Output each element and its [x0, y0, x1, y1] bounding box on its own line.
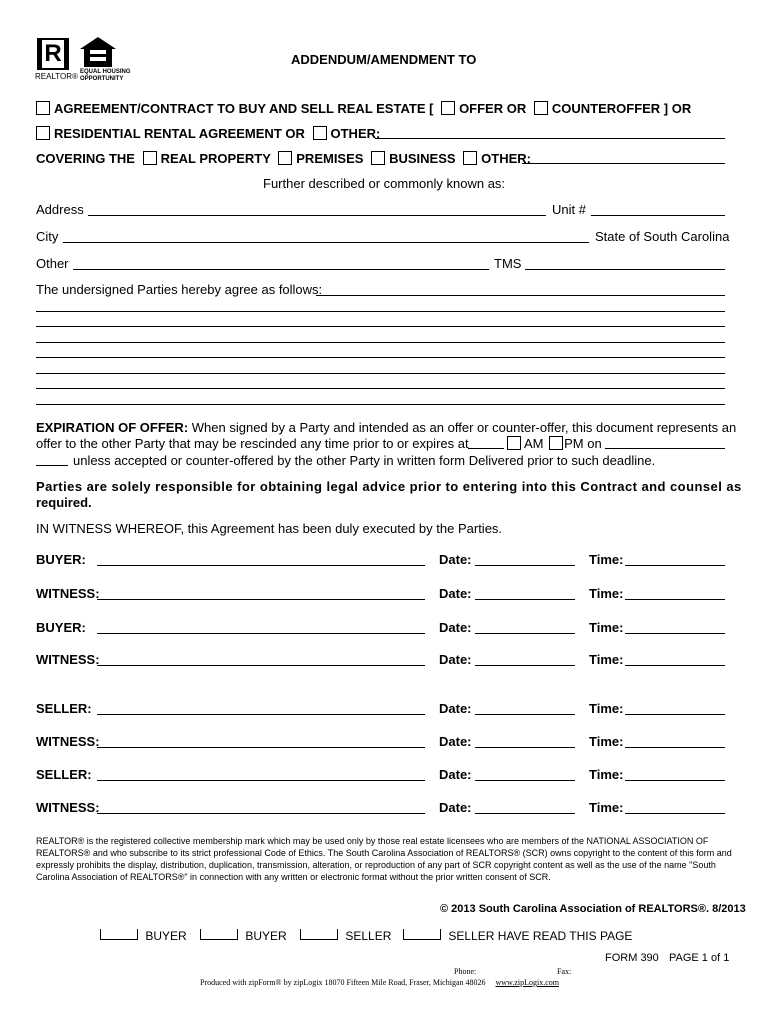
time-label: Time: — [589, 586, 624, 601]
signature-field[interactable] — [97, 599, 425, 600]
initials-field[interactable] — [403, 929, 441, 940]
date-field[interactable] — [475, 565, 575, 566]
other-field-label: Other — [36, 256, 69, 271]
covering-other-label: OTHER: — [481, 151, 532, 166]
offer-checkbox[interactable] — [441, 101, 455, 115]
signature-label: WITNESS: — [36, 652, 100, 667]
address-field[interactable] — [88, 215, 546, 216]
disclaimer-line-3: expressly prohibits the display, distribution, duplication, transmission, alteration, or reproduction of any part of SCR copyright content as well as the use of the name "South — [36, 860, 716, 870]
covering-label: COVERING THE — [36, 151, 135, 166]
time-label: Time: — [589, 767, 624, 782]
disclaimer-line-1: REALTOR® is the registered collective membership mark which may be used only by those real estate licensees who are members of the NATIONAL ASSOCIATION OF — [36, 836, 709, 846]
equal-housing-text-1: EQUAL HOUSING — [80, 69, 131, 75]
date-label: Date: — [439, 701, 472, 716]
real-property-checkbox[interactable] — [143, 151, 157, 165]
date-field[interactable] — [475, 665, 575, 666]
date-field[interactable] — [475, 813, 575, 814]
signature-field[interactable] — [97, 633, 425, 634]
time-field[interactable] — [625, 780, 725, 781]
signature-label: WITNESS: — [36, 734, 100, 749]
time-field[interactable] — [625, 714, 725, 715]
time-field[interactable] — [625, 747, 725, 748]
am-label: AM — [524, 436, 544, 451]
agree-field-4[interactable] — [36, 342, 725, 343]
header-row-2 — [34, 126, 380, 141]
address-label: Address — [36, 202, 84, 217]
date-label: Date: — [439, 800, 472, 815]
expiration-date-field[interactable] — [605, 448, 725, 449]
time-label: Time: — [589, 652, 624, 667]
other-type-field[interactable] — [375, 138, 725, 139]
realtor-logo — [37, 38, 69, 70]
ziplogix-link[interactable]: www.zipLogix.com — [495, 978, 559, 987]
rental-label: RESIDENTIAL RENTAL AGREEMENT OR — [54, 126, 305, 141]
equal-housing-icon — [79, 36, 117, 73]
initials-label: BUYER — [245, 929, 287, 943]
agree-field-8[interactable] — [36, 404, 725, 405]
produced-text: Produced with zipForm® by zipLogix 18070 Fifteen Mile Road, Fraser, Michigan 48026 — [200, 978, 486, 987]
initials-label: SELLER — [345, 929, 392, 943]
time-label: Time: — [589, 800, 624, 815]
signature-field[interactable] — [97, 714, 425, 715]
rental-checkbox[interactable] — [36, 126, 50, 140]
page-title: ADDENDUM/AMENDMENT TO — [291, 52, 477, 67]
expiration-text-3: unless accepted or counter-offered by the other Party in written form Delivered prior to such deadline. — [73, 453, 656, 468]
signature-field[interactable] — [97, 780, 425, 781]
disclaimer-line-2: REALTORS® and who subscribe to its strict professional Code of Ethics. The South Carolina Association of REALTORS® (SCR) owns copyright to the content of this form and — [36, 848, 732, 858]
agree-field-3[interactable] — [36, 326, 725, 327]
counteroffer-label: COUNTEROFFER ] OR — [551, 101, 692, 116]
expiration-line-2 — [36, 436, 469, 451]
pm-checkbox[interactable] — [549, 436, 563, 450]
disclaimer-line-4: Carolina Association of REALTORS®" in connection with any written or electronic format without the prior written consent of SCR. — [36, 872, 551, 882]
date-field[interactable] — [475, 780, 575, 781]
other-field[interactable] — [73, 269, 489, 270]
signature-label: WITNESS: — [36, 800, 100, 815]
equal-housing-text-2: OPPORTUNITY — [80, 76, 124, 82]
date-label: Date: — [439, 586, 472, 601]
counteroffer-checkbox[interactable] — [534, 101, 548, 115]
signature-label: BUYER: — [36, 620, 86, 635]
covering-other-field[interactable] — [522, 163, 725, 164]
header-row-3 — [36, 151, 531, 166]
realtor-r-glyph: R — [42, 40, 64, 68]
realtor-logo-text: REALTOR® — [35, 72, 78, 81]
initials-field[interactable] — [300, 929, 338, 940]
time-field[interactable] — [625, 565, 725, 566]
premises-checkbox[interactable] — [278, 151, 292, 165]
copyright: © 2013 South Carolina Association of REALTORS®. 8/2013 — [440, 903, 746, 915]
initials-label: BUYER — [145, 929, 187, 943]
business-label: BUSINESS — [389, 151, 456, 166]
business-checkbox[interactable] — [371, 151, 385, 165]
time-field[interactable] — [625, 599, 725, 600]
expiration-year-field[interactable] — [36, 465, 68, 466]
tms-field[interactable] — [525, 269, 725, 270]
date-field[interactable] — [475, 633, 575, 634]
phone-label: Phone: — [454, 967, 477, 976]
signature-label: WITNESS: — [36, 586, 100, 601]
page-number: PAGE 1 of 1 — [669, 952, 730, 964]
signature-field[interactable] — [97, 565, 425, 566]
am-checkbox[interactable] — [507, 436, 521, 450]
agreement-label: AGREEMENT/CONTRACT TO BUY AND SELL REAL ESTATE [ — [54, 101, 434, 116]
covering-other-checkbox[interactable] — [463, 151, 477, 165]
offer-label: OFFER OR — [459, 101, 527, 116]
pm-label: PM on — [564, 436, 602, 451]
further-described-label: Further described or commonly known as: — [263, 176, 506, 191]
agree-field-1[interactable] — [316, 295, 725, 296]
agreement-checkbox[interactable] — [36, 101, 50, 115]
expiration-line-1 — [36, 420, 736, 435]
date-field[interactable] — [475, 747, 575, 748]
ampm-group — [504, 436, 602, 451]
signature-field[interactable] — [97, 747, 425, 748]
initials-field[interactable] — [200, 929, 238, 940]
signature-label: SELLER: — [36, 701, 92, 716]
date-label: Date: — [439, 767, 472, 782]
legal-advice-notice-1: Parties are solely responsible for obtaining legal advice prior to entering into this Contract and counsel as — [36, 479, 742, 494]
agree-label: The undersigned Parties hereby agree as follows: — [36, 282, 323, 297]
city-label: City — [36, 229, 59, 244]
tms-label: TMS — [494, 256, 522, 271]
signature-label: BUYER: — [36, 552, 86, 567]
expiration-heading: EXPIRATION OF OFFER: — [36, 420, 189, 435]
unit-label: Unit # — [552, 202, 586, 217]
time-field[interactable] — [625, 665, 725, 666]
initials-seller-2 — [403, 929, 632, 943]
signature-label: SELLER: — [36, 767, 92, 782]
city-field[interactable] — [63, 242, 589, 243]
initials-field[interactable] — [100, 929, 138, 940]
time-field[interactable] — [625, 813, 725, 814]
header-row-1 — [34, 101, 691, 116]
date-field[interactable] — [475, 714, 575, 715]
initials-buyer-2 — [200, 929, 287, 943]
initials-label: SELLER HAVE READ THIS PAGE — [448, 929, 633, 943]
time-label: Time: — [589, 552, 624, 567]
unit-field[interactable] — [591, 215, 725, 216]
real-property-label: REAL PROPERTY — [160, 151, 271, 166]
agree-field-7[interactable] — [36, 388, 725, 389]
agree-field-5[interactable] — [36, 357, 725, 358]
date-label: Date: — [439, 734, 472, 749]
date-label: Date: — [439, 620, 472, 635]
time-label: Time: — [589, 734, 624, 749]
time-label: Time: — [589, 701, 624, 716]
time-label: Time: — [589, 620, 624, 635]
agree-field-6[interactable] — [36, 373, 725, 374]
state-label: State of South Carolina — [595, 229, 730, 244]
expiration-text-1: When signed by a Party and intended as an offer or counter-offer, this document represents an — [191, 420, 737, 435]
signature-field[interactable] — [97, 813, 425, 814]
initials-buyer-1 — [100, 929, 187, 943]
date-label: Date: — [439, 552, 472, 567]
other-checkbox[interactable] — [313, 126, 327, 140]
expiration-time-field[interactable] — [468, 448, 504, 449]
premises-label: PREMISES — [296, 151, 364, 166]
signature-field[interactable] — [97, 665, 425, 666]
witness-whereof: IN WITNESS WHEREOF, this Agreement has been duly executed by the Parties. — [36, 521, 503, 536]
date-field[interactable] — [475, 599, 575, 600]
agree-field-2[interactable] — [36, 311, 725, 312]
date-label: Date: — [439, 652, 472, 667]
initials-seller-1 — [300, 929, 391, 943]
form-number: FORM 390 — [605, 952, 659, 964]
produced-by — [200, 978, 559, 987]
other-label: OTHER: — [330, 126, 381, 141]
time-field[interactable] — [625, 633, 725, 634]
expiration-text-2: offer to the other Party that may be rescinded any time prior to or expires at — [36, 436, 469, 451]
legal-advice-notice-2: required. — [36, 495, 92, 510]
disclaimer — [36, 835, 732, 883]
fax-label: Fax: — [557, 967, 572, 976]
